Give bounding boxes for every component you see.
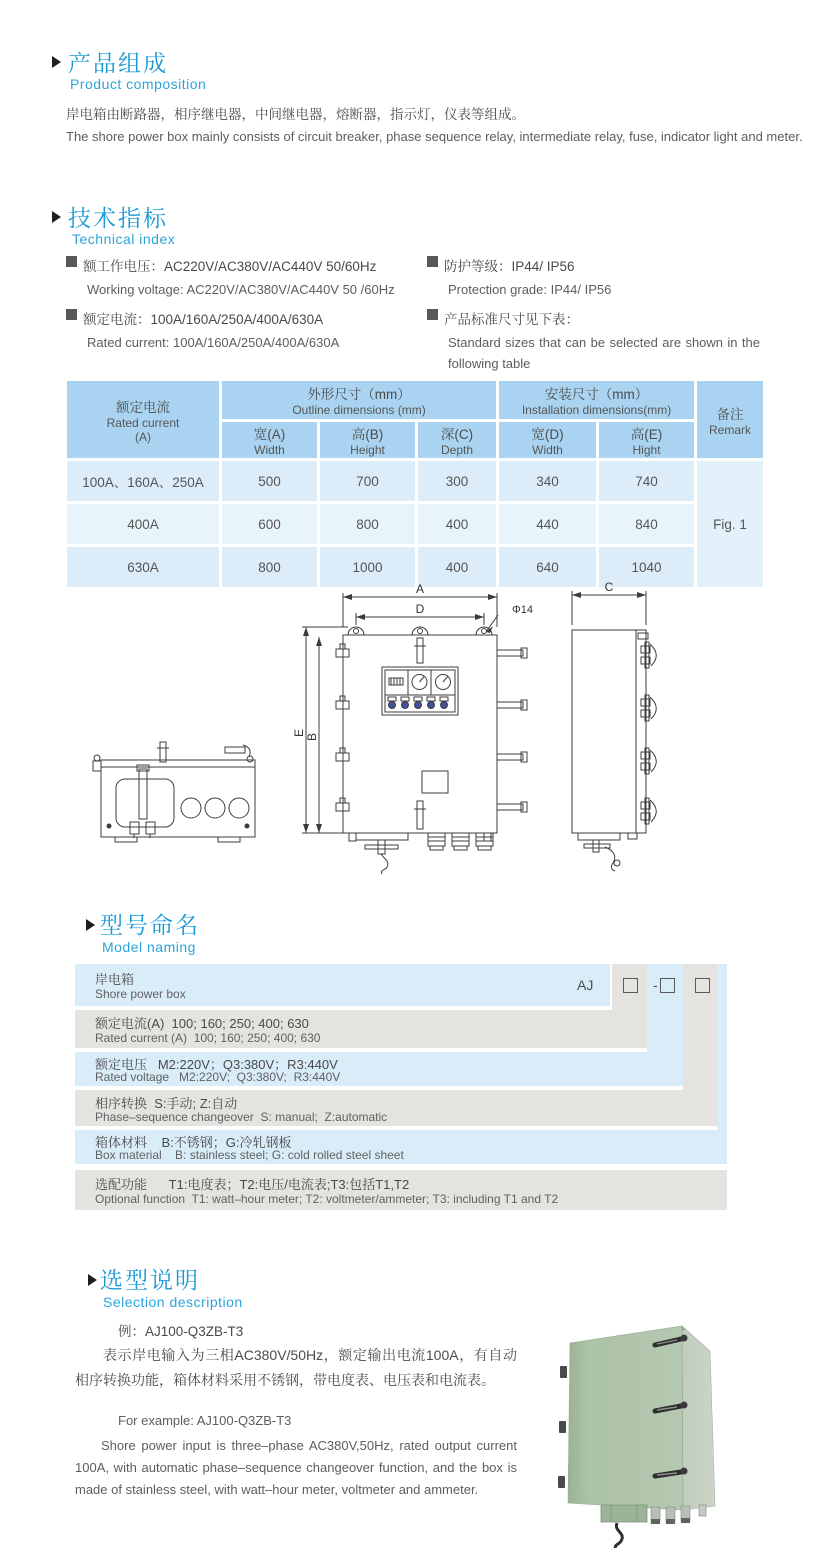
col-header-rated-current: 额定电流 Rated current (A) — [67, 381, 219, 458]
cell-value: 600 — [222, 504, 317, 544]
size-table — [64, 378, 766, 590]
cell-remark: Fig. 1 — [697, 461, 763, 587]
cell-value: 1040 — [599, 547, 694, 587]
tech-item-current-en: Rated current: 100A/160A/250A/400A/630A — [87, 335, 340, 350]
selection-body-cn: 表示岸电输入为三相AC380V/50Hz，额定输出电流100A，有自动相序转换功能，箱体材料采用不锈钢，带电度表、电压表和电流表。 — [75, 1347, 517, 1388]
meter-panel — [382, 667, 458, 715]
cell-value: 740 — [599, 461, 694, 501]
section-arrow-icon — [86, 919, 95, 931]
dim-label-c: C — [604, 580, 614, 594]
cabinet-side-face — [682, 1326, 715, 1510]
technical-title-en: Technical index — [72, 231, 176, 247]
composition-body-en: The shore power box mainly consists of circuit breaker, phase sequence relay, intermediate relay, fuse, indicator light and meter. — [66, 129, 803, 144]
selection-title-en: Selection description — [103, 1294, 243, 1310]
front-bottom-bracket — [356, 833, 408, 874]
hook-cable — [615, 1523, 622, 1548]
selection-example-cn: 例：AJ100-Q3ZB-T3 — [118, 1324, 244, 1339]
cell-current: 100A、160A、250A — [67, 461, 219, 501]
table-row — [67, 504, 763, 544]
cell-value: 340 — [499, 461, 596, 501]
model-title-cn: 型号命名 — [100, 912, 200, 938]
nameplate — [422, 771, 448, 793]
tech-item-sizes-en: Standard sizes that can be selected are shown in the following table — [448, 335, 760, 371]
dim-label-b: B — [305, 732, 319, 742]
cell-value: 500 — [222, 461, 317, 501]
code-dash: - — [653, 977, 658, 993]
model-title-en: Model naming — [102, 939, 196, 955]
tech-item-voltage-en: Working voltage: AC220V/AC380V/AC440V 50 /60Hz — [87, 282, 395, 297]
bottom-view — [93, 742, 255, 842]
code-placeholder-box — [623, 978, 638, 993]
front-bottom-glands — [428, 833, 493, 850]
side-view — [572, 591, 656, 871]
cell-value: 400 — [418, 547, 496, 587]
dim-label-e: E — [292, 728, 306, 738]
model-row-box-material: 箱体材料 B:不锈钢；G:冷轧钢板 Box material B: stainless steel; G: cold rolled steel sheet — [75, 1130, 727, 1164]
cell-current: 400A — [67, 504, 219, 544]
table-row — [67, 461, 763, 501]
tech-item-protection-en: Protection grade: IP44/ IP56 — [448, 282, 612, 297]
selection-title-cn: 选型说明 — [100, 1267, 200, 1293]
model-row-rated-current: 额定电流(A) 100; 160; 250; 400; 630 Rated current (A) 100; 160; 250; 400; 630 — [75, 1010, 647, 1048]
side-bottom-bracket — [578, 833, 637, 871]
square-bullet-icon — [66, 309, 77, 320]
cell-value: 800 — [222, 547, 317, 587]
section-arrow-icon — [88, 1274, 97, 1286]
code-placeholder-box — [660, 978, 675, 993]
dim-label-hole: Φ14 — [512, 604, 534, 616]
cell-value: 400 — [418, 504, 496, 544]
cell-value: 700 — [320, 461, 415, 501]
model-row-product: 岸电箱 Shore power box — [75, 964, 610, 1006]
col-header-outline: 外形尺寸（mm） Outline dimensions (mm) — [222, 381, 496, 419]
technical-drawing — [60, 575, 760, 885]
product-photo — [545, 1283, 830, 1548]
section-arrow-icon — [52, 56, 61, 68]
model-row-optional-function: 选配功能 T1:电度表；T2:电压/电流表;T3:包括T1,T2 Optional function T1: watt–hour meter; T2: voltmeter/ammeter; T3: including T1 and T2 — [75, 1170, 727, 1210]
selection-body-en: Shore power input is three–phase AC380V,50Hz, rated output current 100A, with automatic phase–sequence changeover function, and the box is made of stainless steel, with watt–hour meter, voltmeter and ammeter. — [75, 1438, 517, 1497]
model-prefix: AJ — [577, 977, 594, 993]
composition-body-cn: 岸电箱由断路器，相序继电器，中间继电器，熔断器，指示灯，仪表等组成。 — [66, 107, 525, 122]
side-latches — [641, 642, 656, 824]
square-bullet-icon — [66, 256, 77, 267]
front-right-clamps — [497, 648, 527, 812]
sub-header-height-b: 高(B) Height — [320, 422, 415, 458]
section-arrow-icon — [52, 211, 61, 223]
cabinet-front-face — [568, 1326, 683, 1510]
col-header-remark: 备注 Remark — [697, 381, 763, 458]
code-placeholder-box — [695, 978, 710, 993]
tech-item-sizes-cn: 产品标准尺寸见下表： — [444, 312, 579, 327]
tech-item-current-cn: 额定电流：100A/160A/250A/400A/630A — [83, 312, 324, 327]
indicator-lights — [388, 697, 448, 709]
sub-header-depth-c: 深(C) Depth — [418, 422, 496, 458]
bottom-glands — [601, 1505, 706, 1548]
composition-title-cn: 产品组成 — [68, 50, 168, 76]
cell-value: 840 — [599, 504, 694, 544]
composition-title-en: Product composition — [70, 76, 207, 92]
sub-header-width-a: 宽(A) Width — [222, 422, 317, 458]
cell-value: 1000 — [320, 547, 415, 587]
cell-value: 440 — [499, 504, 596, 544]
col-header-installation: 安装尺寸（mm） Installation dimensions(mm) — [499, 381, 694, 419]
tech-item-voltage-cn: 额工作电压：AC220V/AC380V/AC440V 50/60Hz — [83, 259, 377, 274]
model-row-phase-changeover: 相序转换 S:手动; Z:自动 Phase–sequence changeover S: manual; Z:automatic — [75, 1090, 717, 1126]
model-naming-diagram — [75, 964, 727, 1212]
square-bullet-icon — [427, 256, 438, 267]
square-bullet-icon — [427, 309, 438, 320]
sub-header-hight-e: 高(E) Hight — [599, 422, 694, 458]
model-row-rated-voltage: 额定电压 M2:220V；Q3:380V；R3:440V Rated voltage M2:220V; Q3:380V; R3:440V — [75, 1052, 683, 1086]
cell-value: 640 — [499, 547, 596, 587]
front-view — [302, 593, 527, 874]
dim-label-d: D — [415, 602, 425, 616]
tech-item-protection-cn: 防护等级：IP44/ IP56 — [444, 259, 575, 274]
technical-title-cn: 技术指标 — [68, 205, 168, 231]
selection-example-en: For example: AJ100-Q3ZB-T3 — [118, 1413, 292, 1428]
cell-current: 630A — [67, 547, 219, 587]
sub-header-width-d: 宽(D) Width — [499, 422, 596, 458]
hinges — [558, 1366, 567, 1488]
cell-value: 800 — [320, 504, 415, 544]
dim-label-a: A — [415, 582, 425, 596]
cell-value: 300 — [418, 461, 496, 501]
